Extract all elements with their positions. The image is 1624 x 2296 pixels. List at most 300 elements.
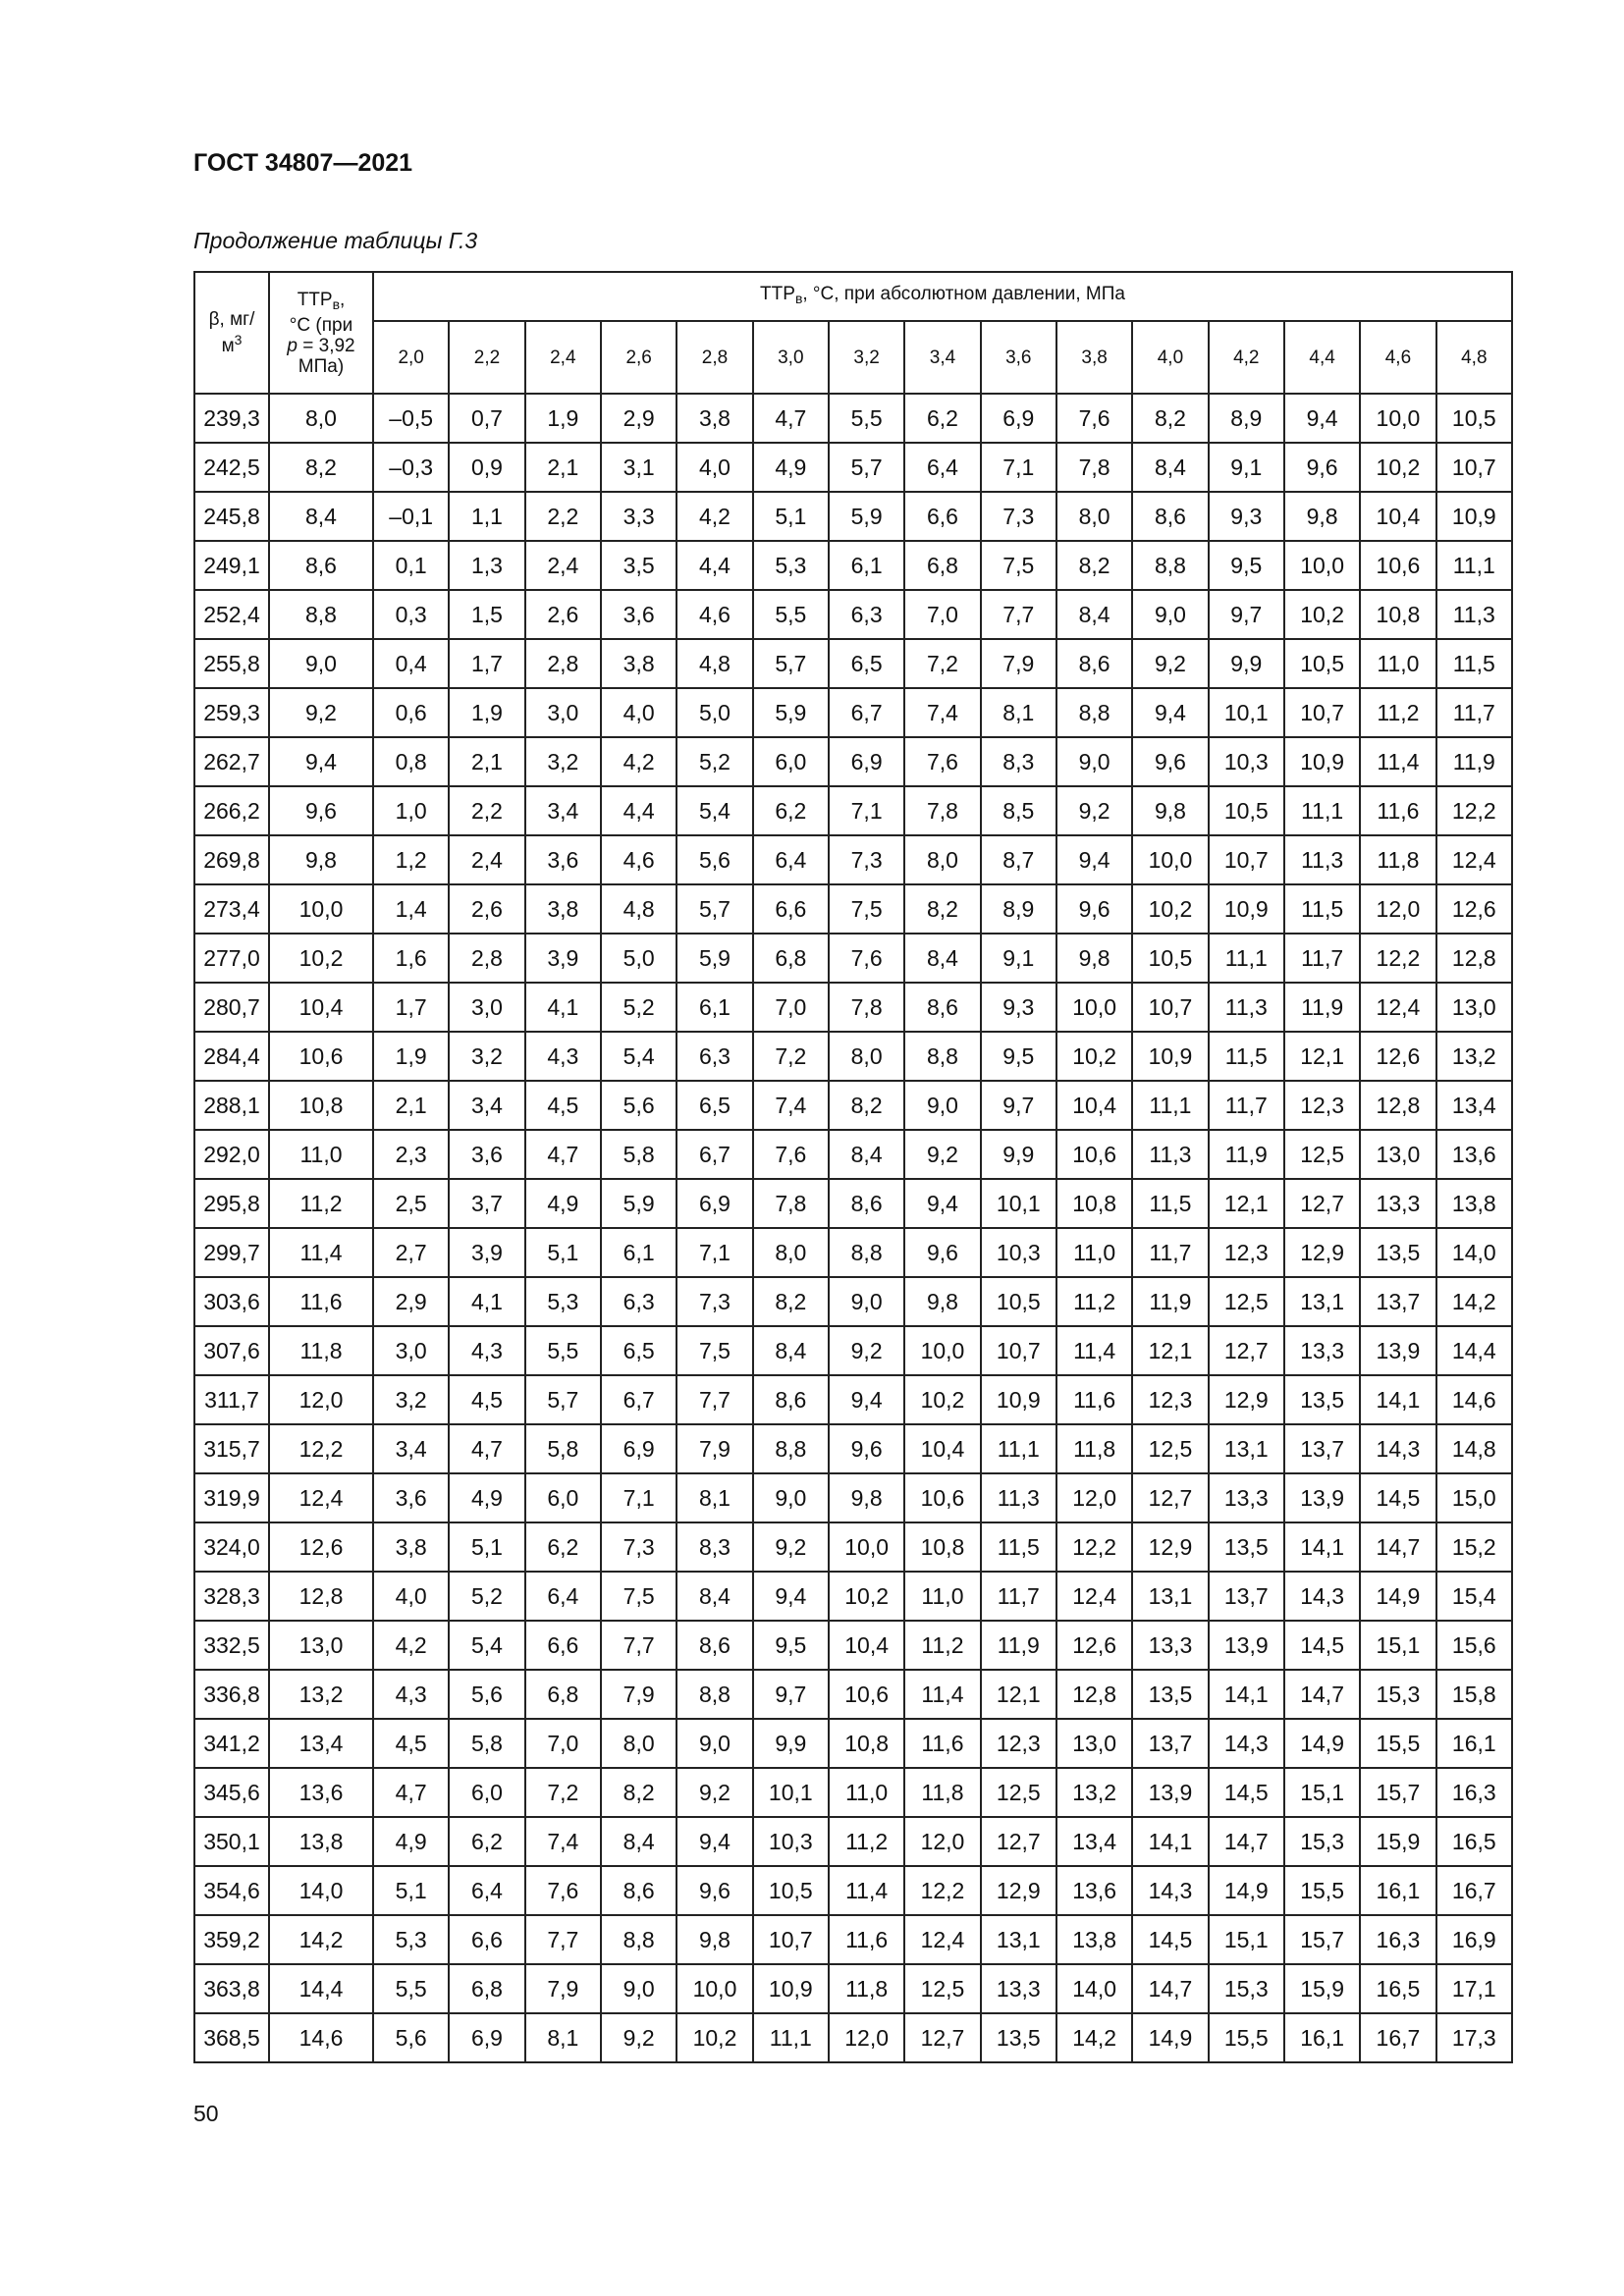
- cell-value: 11,9: [1436, 737, 1512, 786]
- cell-value: 1,5: [449, 590, 524, 639]
- cell-value: 15,5: [1360, 1719, 1435, 1768]
- cell-value: 9,7: [1209, 590, 1284, 639]
- cell-value: 1,6: [373, 934, 449, 983]
- cell-value: 8,0: [1056, 492, 1132, 541]
- cell-value: 13,4: [1056, 1817, 1132, 1866]
- header-ttr-line4: МПа): [298, 355, 345, 377]
- cell-beta: 262,7: [194, 737, 269, 786]
- table-row: [194, 394, 1512, 443]
- cell-value: 8,6: [753, 1375, 829, 1424]
- cell-value: 12,4: [1360, 983, 1435, 1032]
- cell-value: 7,0: [525, 1719, 601, 1768]
- cell-value: 2,5: [373, 1179, 449, 1228]
- cell-value: 13,9: [1209, 1621, 1284, 1670]
- cell-value: 9,4: [1056, 835, 1132, 884]
- cell-value: 9,8: [829, 1473, 904, 1522]
- cell-value: 8,5: [981, 786, 1056, 835]
- cell-value: 8,0: [904, 835, 980, 884]
- cell-value: 14,0: [1056, 1964, 1132, 2013]
- cell-value: 14,3: [1284, 1572, 1360, 1621]
- cell-value: 7,6: [525, 1866, 601, 1915]
- cell-value: 10,2: [829, 1572, 904, 1621]
- cell-value: 7,9: [525, 1964, 601, 2013]
- cell-value: 3,9: [449, 1228, 524, 1277]
- cell-value: 6,5: [829, 639, 904, 688]
- cell-ttr-reference: 14,0: [269, 1866, 373, 1915]
- cell-value: 11,8: [904, 1768, 980, 1817]
- cell-ttr-reference: 11,4: [269, 1228, 373, 1277]
- cell-value: 8,4: [1056, 590, 1132, 639]
- cell-value: 14,2: [1436, 1277, 1512, 1326]
- cell-value: 10,1: [981, 1179, 1056, 1228]
- cell-value: 8,4: [1132, 443, 1208, 492]
- cell-value: 2,1: [373, 1081, 449, 1130]
- cell-value: 14,3: [1132, 1866, 1208, 1915]
- cell-value: 11,1: [1132, 1081, 1208, 1130]
- cell-ttr-reference: 11,0: [269, 1130, 373, 1179]
- cell-value: 10,9: [753, 1964, 829, 2013]
- cell-value: 14,5: [1284, 1621, 1360, 1670]
- cell-value: 12,7: [904, 2013, 980, 2062]
- cell-value: 5,2: [601, 983, 677, 1032]
- cell-value: 8,2: [1056, 541, 1132, 590]
- table-row: [194, 1032, 1512, 1081]
- cell-value: 14,1: [1360, 1375, 1435, 1424]
- cell-value: 11,3: [1209, 983, 1284, 1032]
- table-row: [194, 835, 1512, 884]
- cell-value: 9,2: [829, 1326, 904, 1375]
- table-row: [194, 492, 1512, 541]
- cell-value: 4,7: [753, 394, 829, 443]
- cell-value: 10,2: [1284, 590, 1360, 639]
- cell-value: 8,1: [981, 688, 1056, 737]
- cell-value: 8,2: [904, 884, 980, 934]
- cell-ttr-reference: 12,4: [269, 1473, 373, 1522]
- cell-value: 13,5: [981, 2013, 1056, 2062]
- cell-value: 7,0: [753, 983, 829, 1032]
- cell-value: 5,3: [525, 1277, 601, 1326]
- header-pressure-1: 2,2: [449, 321, 524, 394]
- cell-value: 5,1: [449, 1522, 524, 1572]
- cell-value: 9,8: [1056, 934, 1132, 983]
- cell-value: 11,1: [1284, 786, 1360, 835]
- cell-value: 13,0: [1436, 983, 1512, 1032]
- cell-value: 8,2: [601, 1768, 677, 1817]
- cell-value: 8,0: [753, 1228, 829, 1277]
- cell-value: 9,9: [1209, 639, 1284, 688]
- cell-ttr-reference: 8,8: [269, 590, 373, 639]
- cell-value: 5,9: [601, 1179, 677, 1228]
- cell-value: 4,3: [449, 1326, 524, 1375]
- cell-value: 9,0: [829, 1277, 904, 1326]
- table-row: [194, 1277, 1512, 1326]
- cell-value: 6,9: [981, 394, 1056, 443]
- cell-value: 5,8: [525, 1424, 601, 1473]
- cell-ttr-reference: 8,6: [269, 541, 373, 590]
- cell-beta: 303,6: [194, 1277, 269, 1326]
- cell-value: 14,5: [1360, 1473, 1435, 1522]
- cell-value: 11,1: [1436, 541, 1512, 590]
- cell-value: 11,8: [1360, 835, 1435, 884]
- table-row: [194, 688, 1512, 737]
- cell-value: 0,6: [373, 688, 449, 737]
- table-row: [194, 639, 1512, 688]
- document-header: ГОСТ 34807—2021: [193, 149, 413, 177]
- cell-value: 13,5: [1360, 1228, 1435, 1277]
- cell-value: 3,6: [601, 590, 677, 639]
- cell-beta: 269,8: [194, 835, 269, 884]
- cell-value: 13,2: [1436, 1032, 1512, 1081]
- cell-value: 11,9: [1132, 1277, 1208, 1326]
- cell-value: 5,1: [373, 1866, 449, 1915]
- cell-value: 1,7: [373, 983, 449, 1032]
- cell-value: 9,2: [904, 1130, 980, 1179]
- cell-beta: 280,7: [194, 983, 269, 1032]
- cell-value: 14,9: [1209, 1866, 1284, 1915]
- cell-value: 6,4: [449, 1866, 524, 1915]
- cell-value: 11,2: [1360, 688, 1435, 737]
- cell-beta: 315,7: [194, 1424, 269, 1473]
- cell-value: 11,9: [1209, 1130, 1284, 1179]
- cell-beta: 341,2: [194, 1719, 269, 1768]
- cell-value: 6,4: [904, 443, 980, 492]
- cell-value: 10,2: [1132, 884, 1208, 934]
- cell-value: 5,9: [829, 492, 904, 541]
- cell-beta: 368,5: [194, 2013, 269, 2062]
- header-beta: [194, 272, 269, 394]
- header-group-sub: в: [794, 291, 803, 306]
- cell-value: 8,8: [829, 1228, 904, 1277]
- cell-beta: 295,8: [194, 1179, 269, 1228]
- cell-value: 11,5: [981, 1522, 1056, 1572]
- cell-value: 3,1: [601, 443, 677, 492]
- cell-beta: 336,8: [194, 1670, 269, 1719]
- table-row: [194, 1621, 1512, 1670]
- cell-value: 6,7: [829, 688, 904, 737]
- cell-value: 16,1: [1360, 1866, 1435, 1915]
- cell-value: 4,7: [525, 1130, 601, 1179]
- cell-value: 17,1: [1436, 1964, 1512, 2013]
- cell-value: 9,7: [753, 1670, 829, 1719]
- cell-value: 11,7: [1209, 1081, 1284, 1130]
- cell-value: 11,1: [1209, 934, 1284, 983]
- cell-ttr-reference: 13,8: [269, 1817, 373, 1866]
- cell-value: 10,5: [1436, 394, 1512, 443]
- cell-value: 2,9: [601, 394, 677, 443]
- cell-value: 4,0: [373, 1572, 449, 1621]
- cell-value: 11,2: [1056, 1277, 1132, 1326]
- cell-value: 14,6: [1436, 1375, 1512, 1424]
- cell-value: 6,6: [449, 1915, 524, 1964]
- cell-value: 9,8: [677, 1915, 752, 1964]
- cell-value: 7,2: [753, 1032, 829, 1081]
- cell-value: 7,4: [904, 688, 980, 737]
- cell-value: –0,3: [373, 443, 449, 492]
- table-row: [194, 2013, 1512, 2062]
- cell-value: 14,5: [1132, 1915, 1208, 1964]
- cell-value: 6,5: [601, 1326, 677, 1375]
- cell-value: 4,9: [525, 1179, 601, 1228]
- cell-value: 15,0: [1436, 1473, 1512, 1522]
- cell-value: 0,4: [373, 639, 449, 688]
- cell-value: 12,4: [1436, 835, 1512, 884]
- cell-value: 6,0: [449, 1768, 524, 1817]
- header-ttr-comma: ,: [340, 289, 346, 310]
- cell-value: 9,2: [1132, 639, 1208, 688]
- cell-value: 6,8: [753, 934, 829, 983]
- cell-value: 10,9: [981, 1375, 1056, 1424]
- cell-value: 8,8: [753, 1424, 829, 1473]
- cell-value: 6,4: [753, 835, 829, 884]
- cell-value: 11,7: [1436, 688, 1512, 737]
- table-row: [194, 934, 1512, 983]
- cell-value: 6,6: [753, 884, 829, 934]
- page-number: 50: [193, 2101, 219, 2126]
- cell-ttr-reference: 9,0: [269, 639, 373, 688]
- cell-value: 10,0: [1360, 394, 1435, 443]
- cell-value: 10,7: [1284, 688, 1360, 737]
- cell-value: 4,4: [677, 541, 752, 590]
- cell-value: 6,1: [601, 1228, 677, 1277]
- cell-value: 16,1: [1436, 1719, 1512, 1768]
- cell-value: 13,0: [1056, 1719, 1132, 1768]
- table-row: [194, 737, 1512, 786]
- table-row: [194, 1081, 1512, 1130]
- cell-value: 12,4: [904, 1915, 980, 1964]
- cell-beta: 311,7: [194, 1375, 269, 1424]
- cell-value: 10,0: [904, 1326, 980, 1375]
- cell-value: 13,9: [1360, 1326, 1435, 1375]
- cell-beta: 242,5: [194, 443, 269, 492]
- cell-value: 10,1: [753, 1768, 829, 1817]
- cell-value: 11,5: [1284, 884, 1360, 934]
- cell-value: 8,4: [601, 1817, 677, 1866]
- cell-value: 10,7: [1209, 835, 1284, 884]
- cell-value: 16,7: [1360, 2013, 1435, 2062]
- cell-value: 11,7: [981, 1572, 1056, 1621]
- cell-value: 10,5: [1284, 639, 1360, 688]
- cell-value: 3,6: [525, 835, 601, 884]
- cell-value: 13,3: [1132, 1621, 1208, 1670]
- cell-value: 5,5: [525, 1326, 601, 1375]
- cell-ttr-reference: 11,2: [269, 1179, 373, 1228]
- cell-ttr-reference: 9,6: [269, 786, 373, 835]
- cell-value: 7,8: [753, 1179, 829, 1228]
- cell-value: 10,3: [981, 1228, 1056, 1277]
- cell-value: 10,6: [829, 1670, 904, 1719]
- cell-value: 6,8: [525, 1670, 601, 1719]
- cell-value: 2,3: [373, 1130, 449, 1179]
- cell-value: 7,4: [525, 1817, 601, 1866]
- cell-value: 12,8: [1360, 1081, 1435, 1130]
- cell-beta: 359,2: [194, 1915, 269, 1964]
- cell-value: 11,3: [1132, 1130, 1208, 1179]
- cell-value: 11,4: [829, 1866, 904, 1915]
- cell-value: 11,4: [1056, 1326, 1132, 1375]
- cell-ttr-reference: 9,8: [269, 835, 373, 884]
- cell-value: 1,7: [449, 639, 524, 688]
- table-header: [194, 272, 1512, 394]
- cell-value: 3,2: [449, 1032, 524, 1081]
- cell-value: 7,7: [677, 1375, 752, 1424]
- cell-value: 2,7: [373, 1228, 449, 1277]
- cell-value: 3,0: [449, 983, 524, 1032]
- cell-value: 14,0: [1436, 1228, 1512, 1277]
- cell-value: 5,7: [753, 639, 829, 688]
- header-pressure-4: 2,8: [677, 321, 752, 394]
- cell-value: 12,0: [1056, 1473, 1132, 1522]
- cell-value: 11,9: [1284, 983, 1360, 1032]
- cell-value: 7,7: [601, 1621, 677, 1670]
- cell-beta: 259,3: [194, 688, 269, 737]
- cell-value: 6,9: [829, 737, 904, 786]
- cell-value: 6,5: [677, 1081, 752, 1130]
- cell-value: 10,5: [753, 1866, 829, 1915]
- cell-value: 15,4: [1436, 1572, 1512, 1621]
- cell-ttr-reference: 11,6: [269, 1277, 373, 1326]
- cell-value: 6,0: [525, 1473, 601, 1522]
- cell-value: 4,5: [449, 1375, 524, 1424]
- cell-value: 5,5: [753, 590, 829, 639]
- cell-value: 11,4: [1360, 737, 1435, 786]
- cell-beta: 319,9: [194, 1473, 269, 1522]
- table-row: [194, 884, 1512, 934]
- cell-value: 2,9: [373, 1277, 449, 1326]
- cell-value: 11,7: [1284, 934, 1360, 983]
- cell-value: 9,4: [829, 1375, 904, 1424]
- cell-value: 8,6: [1056, 639, 1132, 688]
- cell-value: 3,8: [373, 1522, 449, 1572]
- cell-value: 4,8: [677, 639, 752, 688]
- cell-value: 11,9: [981, 1621, 1056, 1670]
- cell-value: 10,4: [829, 1621, 904, 1670]
- cell-value: 8,6: [601, 1866, 677, 1915]
- cell-value: 5,6: [677, 835, 752, 884]
- cell-value: 13,3: [1284, 1326, 1360, 1375]
- cell-value: 4,7: [449, 1424, 524, 1473]
- cell-value: 12,9: [1284, 1228, 1360, 1277]
- cell-value: 6,4: [525, 1572, 601, 1621]
- cell-value: 9,6: [1056, 884, 1132, 934]
- cell-value: 12,2: [904, 1866, 980, 1915]
- cell-value: 11,0: [904, 1572, 980, 1621]
- header-pressure-group: [373, 272, 1512, 321]
- cell-value: 9,2: [601, 2013, 677, 2062]
- cell-value: 13,8: [1056, 1915, 1132, 1964]
- cell-value: 10,9: [1132, 1032, 1208, 1081]
- cell-value: 12,7: [981, 1817, 1056, 1866]
- cell-value: 11,6: [829, 1915, 904, 1964]
- cell-value: 10,6: [1360, 541, 1435, 590]
- cell-beta: 332,5: [194, 1621, 269, 1670]
- cell-value: 9,5: [753, 1621, 829, 1670]
- cell-value: 8,6: [1132, 492, 1208, 541]
- cell-value: 11,6: [904, 1719, 980, 1768]
- cell-value: 5,6: [449, 1670, 524, 1719]
- cell-value: 3,3: [601, 492, 677, 541]
- cell-value: 15,5: [1284, 1866, 1360, 1915]
- cell-value: 15,2: [1436, 1522, 1512, 1572]
- header-pressure-13: 4,6: [1360, 321, 1435, 394]
- cell-value: 14,9: [1360, 1572, 1435, 1621]
- cell-ttr-reference: 13,6: [269, 1768, 373, 1817]
- cell-value: 13,6: [1436, 1130, 1512, 1179]
- cell-value: 12,5: [1209, 1277, 1284, 1326]
- cell-value: 16,5: [1436, 1817, 1512, 1866]
- cell-value: 4,5: [373, 1719, 449, 1768]
- cell-value: 13,2: [1056, 1768, 1132, 1817]
- table-row: [194, 1228, 1512, 1277]
- cell-ttr-reference: 9,4: [269, 737, 373, 786]
- cell-value: 7,3: [601, 1522, 677, 1572]
- cell-value: 13,7: [1284, 1424, 1360, 1473]
- cell-value: 14,1: [1284, 1522, 1360, 1572]
- cell-value: 0,3: [373, 590, 449, 639]
- cell-value: 11,0: [829, 1768, 904, 1817]
- cell-value: 6,7: [601, 1375, 677, 1424]
- cell-value: 5,9: [753, 688, 829, 737]
- table-row: [194, 1670, 1512, 1719]
- cell-value: 10,0: [1056, 983, 1132, 1032]
- cell-value: 15,9: [1284, 1964, 1360, 2013]
- cell-value: 6,9: [449, 2013, 524, 2062]
- cell-value: 2,6: [449, 884, 524, 934]
- cell-value: 9,1: [981, 934, 1056, 983]
- cell-value: 3,4: [525, 786, 601, 835]
- cell-value: 3,6: [373, 1473, 449, 1522]
- table-row: [194, 443, 1512, 492]
- cell-value: 13,3: [981, 1964, 1056, 2013]
- cell-value: 12,3: [1132, 1375, 1208, 1424]
- cell-value: 12,5: [1284, 1130, 1360, 1179]
- cell-value: 5,7: [677, 884, 752, 934]
- cell-value: 9,6: [829, 1424, 904, 1473]
- cell-value: 12,1: [1209, 1179, 1284, 1228]
- cell-value: 7,6: [753, 1130, 829, 1179]
- cell-value: 15,5: [1209, 2013, 1284, 2062]
- cell-ttr-reference: 8,4: [269, 492, 373, 541]
- cell-value: 1,4: [373, 884, 449, 934]
- cell-value: 8,6: [829, 1179, 904, 1228]
- cell-value: 6,1: [677, 983, 752, 1032]
- cell-value: 8,2: [753, 1277, 829, 1326]
- cell-value: 9,4: [1132, 688, 1208, 737]
- cell-value: 7,5: [677, 1326, 752, 1375]
- cell-value: 8,4: [904, 934, 980, 983]
- cell-value: 1,9: [525, 394, 601, 443]
- cell-value: 9,1: [1209, 443, 1284, 492]
- cell-value: 12,8: [1056, 1670, 1132, 1719]
- cell-value: 10,5: [1132, 934, 1208, 983]
- cell-value: 7,6: [904, 737, 980, 786]
- cell-value: 12,2: [1360, 934, 1435, 983]
- cell-value: 5,8: [601, 1130, 677, 1179]
- cell-value: 4,6: [677, 590, 752, 639]
- cell-value: 6,2: [904, 394, 980, 443]
- cell-value: 4,8: [601, 884, 677, 934]
- table-row: [194, 1179, 1512, 1228]
- cell-value: 7,6: [1056, 394, 1132, 443]
- table-row: [194, 1964, 1512, 2013]
- cell-ttr-reference: 8,0: [269, 394, 373, 443]
- cell-ttr-reference: 13,2: [269, 1670, 373, 1719]
- cell-value: 12,9: [981, 1866, 1056, 1915]
- header-pressure-2: 2,4: [525, 321, 601, 394]
- cell-value: 2,4: [525, 541, 601, 590]
- cell-value: 10,8: [904, 1522, 980, 1572]
- cell-value: 10,9: [1436, 492, 1512, 541]
- table-row: [194, 1866, 1512, 1915]
